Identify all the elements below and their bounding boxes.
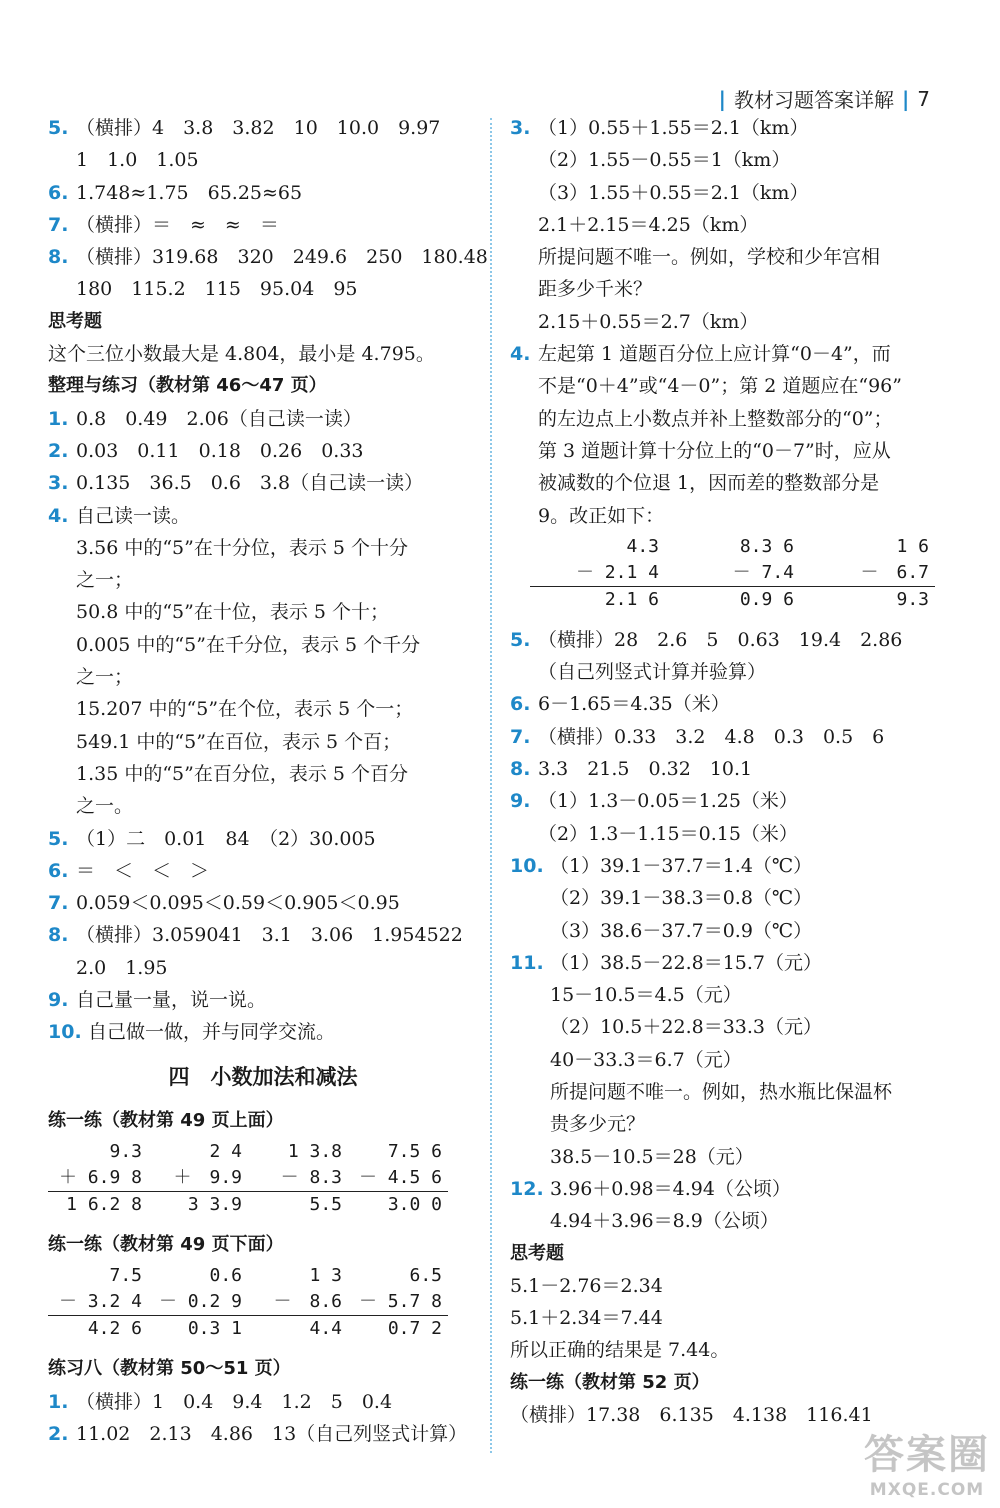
answer-line: （2）39.1－38.3＝0.8（℃） (550, 887, 813, 910)
answer-line: （2）1.55－0.55＝1（km） (538, 149, 791, 172)
answer-line: 15－10.5＝4.5（元） (550, 984, 742, 1007)
answer-line: 10. 自己做一做，并与同学交流。 (48, 1021, 336, 1044)
header-title: 教材习题答案详解 (733, 88, 894, 112)
answer-line: （3）38.6－37.7＝0.9（℃） (550, 919, 813, 942)
answer-line: 6. ＝ ＜ ＜ ＞ (48, 859, 210, 882)
answer-line: （2）10.5＋22.8＝33.3（元） (550, 1016, 823, 1039)
answer-line: 5. （1）二 0.01 84 （2）30.005 (48, 827, 376, 850)
answer-line: 549.1 中的“5”在百位，表示 5 个百； (76, 730, 402, 753)
answer-line: 所提问题不唯一。例如，学校和少年宫相 (538, 246, 881, 269)
section-heading: 练一练（教材第 49 页上面） (48, 1109, 284, 1131)
answer-line: 3. 0.135 36.5 0.6 3.8（自己读一读） (48, 472, 424, 495)
answer-line: 15.207 中的“5”在个位，表示 5 个一； (76, 698, 414, 721)
section-heading: 练一练（教材第 49 页下面） (48, 1233, 284, 1255)
answer-line: 5. （横排）4 3.8 3.82 10 10.0 9.97 (48, 117, 441, 139)
watermark-logo: 答案圈 MXQE.COM (864, 1432, 990, 1500)
answer-line: 7. （横排）＝ ≈ ≈ ＝ (48, 213, 279, 236)
vertical-calc: 1 3 － 8.6 4.4 (248, 1263, 348, 1342)
vertical-calc: 6.5 － 5.7 8 0.7 2 (348, 1263, 448, 1342)
page-header (719, 84, 930, 113)
answer-line: 被减数的个位退 1，因而差的整数部分是 (538, 472, 880, 495)
vertical-calculations (510, 534, 960, 622)
answer-line: 9。改正如下： (538, 504, 665, 527)
vertical-calc: 1 6 － 6.7 9.3 (800, 534, 935, 613)
answer-line: 6. 1.748≈1.75 65.25≈65 (48, 181, 303, 204)
answer-line: 4.94＋3.96＝8.9（公顷） (550, 1210, 779, 1233)
answer-line: 之一； (76, 666, 134, 689)
section-heading: 思考题 (48, 310, 102, 332)
vertical-calc: 7.5 6 － 4.5 6 3.0 0 (348, 1139, 448, 1218)
header-divider-left: | (718, 86, 726, 111)
vertical-calc: 4.3 － 2.1 4 2.1 6 (530, 534, 665, 613)
answer-line: 1. （横排）1 0.4 9.4 1.2 5 0.4 (48, 1390, 393, 1413)
answer-line: 3. （1）0.55＋1.55＝2.1（km） (510, 117, 809, 139)
answer-line: 9. （1）1.3－0.05＝1.25（米） (510, 790, 798, 813)
answer-line: 8. （横排）3.059041 3.1 3.06 1.954522 (48, 924, 463, 947)
answer-line: 5.1－2.76＝2.34 (510, 1274, 663, 1297)
answer-line: 8. （横排）319.68 320 249.6 250 180.48 (48, 246, 488, 269)
vertical-calc: 1 3.8 － 8.3 5.5 (248, 1139, 348, 1218)
answer-line: 2.1＋2.15＝4.25（km） (538, 213, 759, 236)
answer-line: 7. 0.059＜0.095＜0.59＜0.905＜0.95 (48, 892, 400, 915)
answer-line: 所以正确的结果是 7.44。 (510, 1339, 730, 1362)
section-heading: 整理与练习（教材第 46～47 页） (48, 375, 327, 397)
answer-line: 5. （横排）28 2.6 5 0.63 19.4 2.86 (510, 628, 903, 651)
answer-line: 第 3 道题计算十分位上的“0－7”时，应从 (538, 439, 891, 462)
answer-line: 0.005 中的“5”在千分位，表示 5 个千分 (76, 633, 421, 656)
answer-line: 11. （1）38.5－22.8＝15.7（元） (510, 951, 823, 974)
answer-line: 40－33.3＝6.7（元） (550, 1048, 742, 1071)
section-heading: 思考题 (510, 1242, 564, 1264)
answer-line: 180 115.2 115 95.04 95 (76, 278, 358, 301)
answer-line: 10. （1）39.1－37.7＝1.4（℃） (510, 854, 813, 877)
answer-line: 2. 0.03 0.11 0.18 0.26 0.33 (48, 439, 364, 462)
section-heading: 练一练（教材第 52 页） (510, 1371, 710, 1393)
answer-line: 4. 左起第 1 道题百分位上应计算“0－4”，而 (510, 343, 891, 366)
answer-line: 1 1.0 1.05 (76, 149, 199, 172)
answer-line: 1.35 中的“5”在百分位，表示 5 个百分 (76, 762, 409, 785)
answer-line: 2.0 1.95 (76, 956, 168, 979)
page-number: 7 (917, 86, 930, 111)
right-column (510, 112, 960, 1431)
answer-line: 不是“0＋4”或“4－0”；第 2 道题应在“96” (538, 375, 902, 398)
vertical-calc: 2 4 ＋ 9.9 3 3.9 (148, 1139, 248, 1218)
answer-line: 之一。 (76, 795, 134, 818)
left-column (48, 112, 488, 1450)
answer-line: 8. 3.3 21.5 0.32 10.1 (510, 758, 753, 781)
vertical-calc: 9.3 ＋ 6.9 8 1 6.2 8 (48, 1139, 148, 1218)
answer-line: 50.8 中的“5”在十位，表示 5 个十； (76, 601, 390, 624)
answer-line: （2）1.3－1.15＝0.15（米） (538, 822, 798, 845)
vertical-calc: 0.6 － 0.2 9 0.3 1 (148, 1263, 248, 1342)
answer-line: 贵多少元？ (550, 1113, 646, 1136)
answer-line: （横排）17.38 6.135 4.138 116.41 (510, 1403, 873, 1426)
section-heading: 练习八（教材第 50～51 页） (48, 1358, 291, 1380)
answer-line: 9. 自己量一量，说一说。 (48, 989, 267, 1012)
answer-line: 38.5－10.5＝28（元） (550, 1145, 754, 1168)
answer-line: 4. 自己读一读。 (48, 504, 191, 527)
answer-line: 这个三位小数最大是 4.804，最小是 4.795。 (48, 343, 435, 366)
answer-line: （自己列竖式计算并验算） (538, 661, 767, 684)
answer-line: 6. 6－1.65＝4.35（米） (510, 693, 730, 716)
answer-line: 5.1＋2.34＝7.44 (510, 1307, 663, 1330)
vertical-calculations (48, 1263, 478, 1351)
answer-line: （3）1.55＋0.55＝2.1（km） (538, 181, 809, 204)
chapter-title: 四 小数加法和减法 (168, 1064, 358, 1089)
answer-line: 2. 11.02 2.13 4.86 13（自己列竖式计算） (48, 1422, 468, 1445)
vertical-calculations (48, 1139, 478, 1227)
answer-line: 2.15＋0.55＝2.7（km） (538, 310, 759, 333)
answer-line: 7. （横排）0.33 3.2 4.8 0.3 0.5 6 (510, 725, 885, 748)
answer-line: 3.56 中的“5”在十分位，表示 5 个十分 (76, 536, 409, 559)
answer-line: 之一； (76, 569, 134, 592)
answer-line: 12. 3.96＋0.98＝4.94（公顷） (510, 1177, 791, 1200)
answer-line: 距多少千米？ (538, 278, 653, 301)
column-divider (490, 118, 492, 1453)
answer-line: 1. 0.8 0.49 2.06（自己读一读） (48, 407, 362, 430)
answer-line: 所提问题不唯一。例如，热水瓶比保温杯 (550, 1081, 893, 1104)
vertical-calc: 7.5 － 3.2 4 4.2 6 (48, 1263, 148, 1342)
answer-line: 的左边点上小数点并补上整数部分的“0”； (538, 407, 893, 430)
vertical-calc: 8.3 6 － 7.4 0.9 6 (665, 534, 800, 613)
header-divider-right: | (901, 86, 910, 111)
